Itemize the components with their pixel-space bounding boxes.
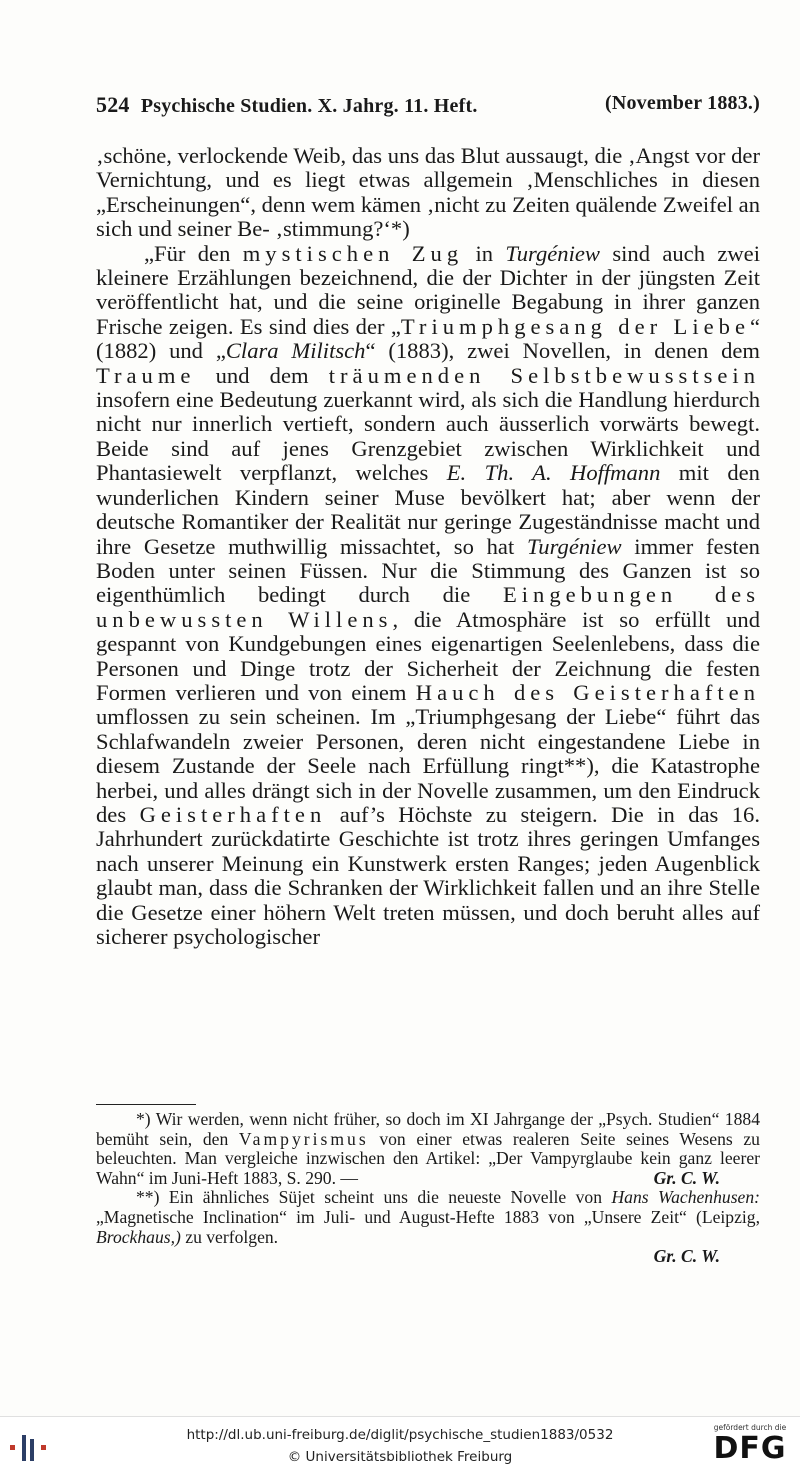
text-run: mit den wunderlichen Kindern seiner Muse bevölkert hat; aber wenn der deutsche Romantiker der Realität nur geringe Zugeständnisse macht und ihre Gesetze muthwillig missachtet, so hat: [96, 460, 760, 559]
page-number: 524: [96, 92, 130, 117]
dfg-caption: gefördert durch die: [713, 1423, 787, 1432]
paragraph-turgeniew: [96, 242, 760, 950]
text-run: auf’s Höchste zu steigern. Die in das 16. Jahrhundert zurückdatirte Geschichte ist trotz ihres geringen Umfanges nach unserer Meinung ein Kunstwerk ersten Ranges; jeden Augenblick glaubt man, dass die Schranken der Wirklichkeit fallen und an ihre Stelle die Gesetze einer höhern Welt treten müssen, und doch beruht alles auf sicherer psychologischer: [96, 801, 760, 949]
copyright-notice: © Universitätsbibliothek Freiburg: [287, 1449, 513, 1465]
spaced-emphasis: träumenden Selbstbewusstsein: [328, 362, 760, 388]
running-header: [96, 92, 760, 118]
text-line: ‚Angst vor der Vernichtung, und es liegt etwas allgemein: [96, 143, 760, 193]
text-run: in: [463, 240, 506, 266]
footnote-divider: [96, 1104, 196, 1105]
footnote-signature: Gr. C. W.: [653, 1167, 720, 1188]
dfg-wordmark: DFG: [713, 1431, 787, 1466]
text-line: ‚stimmung?‘*): [275, 216, 410, 242]
text-run: “ (1882) und „: [96, 313, 760, 364]
spaced-emphasis: Vampyrismus: [238, 1128, 369, 1149]
text-line: ‚Menschliches in diesen „Erscheinungen“, denn wem kämen: [96, 167, 760, 217]
spaced-emphasis: mystischen Zug: [242, 240, 464, 266]
viewer-footer: [0, 1416, 800, 1473]
italic-name: Turgéniew: [526, 533, 622, 559]
text-run: , die Atmosphäre ist so erfüllt und gespannt von Kundgebungen eines eigenartigen Seelenlebens, dass die Personen und Dinge trotz der Sicherheit der Zeichnung die festen Formen verlieren und von einem: [96, 606, 760, 705]
text-run: insofern eine Bedeutung zuerkannt wird, als sich die Handlung hierdurch nicht nur innerlich vertieft, sondern auch äusserlich vorwärts bewegt. Beide sind auf jenes Grenzgebiet zwischen Wirklichkeit und Phantasiewelt verpflanzt, welches: [96, 387, 760, 486]
main-text: [96, 144, 760, 949]
footnotes: [96, 1110, 760, 1267]
spaced-emphasis: Triumphgesang der Liebe: [400, 313, 750, 339]
text-line: ‚nicht zu Zeiten quälende Zweifel an sich und seiner Be-: [96, 191, 761, 242]
issue-label: 11. Heft.: [404, 95, 478, 117]
italic-name: Brockhaus,): [96, 1226, 181, 1247]
document-url[interactable]: http://dl.ub.uni-freiburg.de/diglit/psychische_studien1883/0532: [186, 1427, 614, 1443]
italic-name: Hans Wachenhusen:: [611, 1187, 761, 1208]
spaced-emphasis: Geisterhaften: [139, 801, 327, 827]
spaced-emphasis: Traume: [96, 362, 196, 388]
journal-title: Psychische Studien.: [140, 95, 313, 117]
footnote-signature: Gr. C. W.: [653, 1246, 720, 1267]
text-run: sind auch zwei kleinere Erzählungen bezeichnend, die der Dichter in der jüngsten Zeit veröffentlicht hat, und die seine originelle Begabung in ihrer ganzen Frische zeigen. Es sind dies der „: [96, 240, 760, 339]
volume-label: X. Jahrg.: [317, 95, 399, 117]
text-run: immer festen Boden unter seinen Füssen. Nur die Stimmung des Ganzen ist so eigenthümlich bedingt durch die: [96, 533, 760, 608]
dfg-logo: [708, 1423, 792, 1469]
text-run: umflossen zu sein scheinen. Im „Triumphgesang der Liebe“ führt das Schlafwandeln zweier Personen, deren nicht eingestandene Liebe in diesem Zustande der Seele nach Erfüllung ringt**), die Katastrophe herbei, und alles drängt sich in der Novelle zusammen, um den Eindruck des: [96, 704, 760, 827]
text-run: und dem: [195, 362, 329, 388]
issue-date: (November 1883.): [604, 92, 760, 114]
spaced-emphasis: Hauch des Geisterhaften: [415, 679, 761, 705]
text-run: „Für den: [144, 240, 243, 266]
text-run: zu verfolgen.: [180, 1226, 279, 1247]
footnote-1: [96, 1110, 760, 1188]
text-run: „Magnetische Inclination“ im Juli- und August-Hefte 1883 von „Unsere Zeit“ (Leipzig,: [96, 1206, 760, 1227]
italic-name: Turgéniew: [505, 240, 600, 266]
paragraph-quote-end: [96, 144, 760, 242]
footnote-2: [96, 1188, 760, 1247]
text-run: **) Ein ähnliches Süjet scheint uns die neueste Novelle von: [136, 1187, 612, 1208]
italic-title: Clara Militsch: [225, 338, 366, 364]
text-run: “ (1883), zwei Novellen, in denen dem: [365, 338, 761, 364]
text-run: *) Wir werden, wenn nicht früher, so doch im XI Jahrgange der „Psych. Studien“ 1884 bemüht sein, den: [96, 1109, 760, 1149]
text-run: von einer etwas realeren Seite seines Wesens zu beleuchten. Man vergleiche inzwischen den Artikel: „Der Vampyrglaube kein ganz leerer Wahn“ im Juni-Heft 1883, S. 290. —: [96, 1128, 760, 1188]
italic-name: E. Th. A. Hoffmann: [446, 460, 661, 486]
spaced-emphasis: Eingebungen des unbewussten Willens: [96, 582, 760, 632]
text-line: ‚schöne, verlockende Weib, das uns das Blut aussaugt, die: [96, 143, 629, 168]
